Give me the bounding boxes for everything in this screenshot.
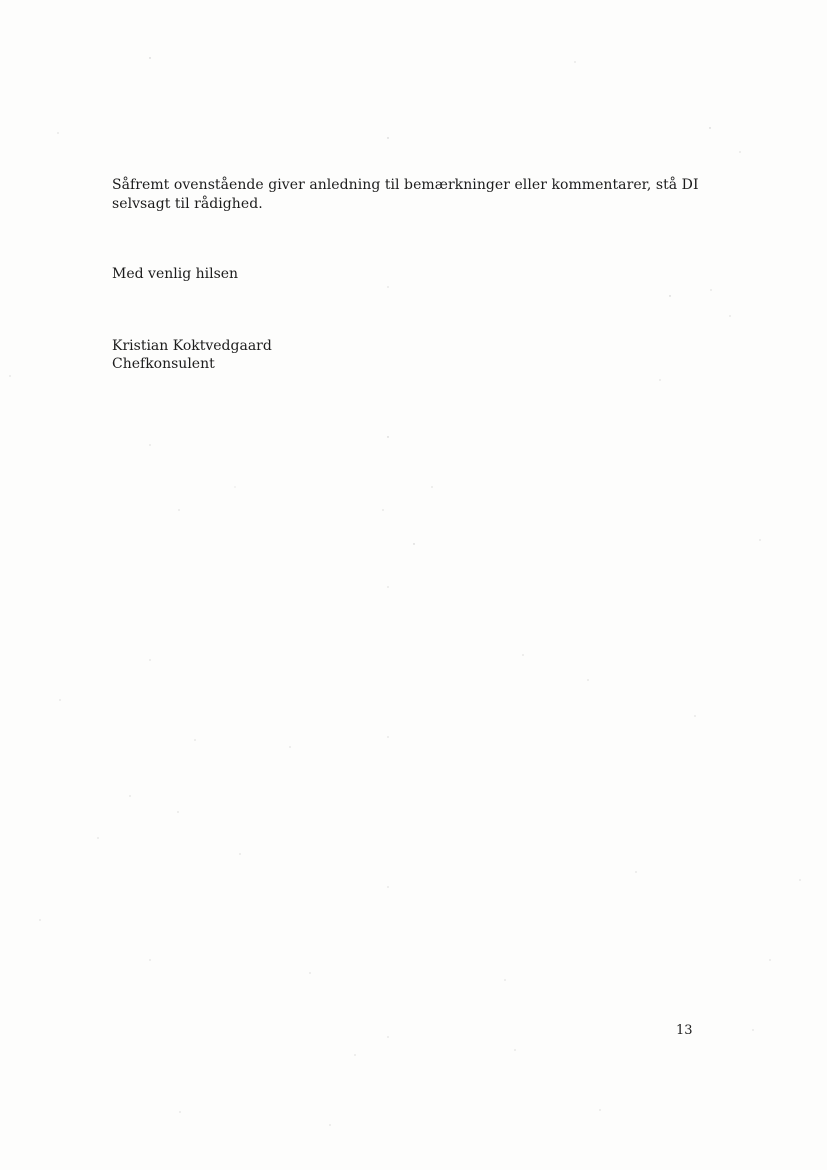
signer-name: Kristian Koktvedgaard (112, 338, 272, 354)
closing-salutation: Med venlig hilsen (112, 266, 239, 282)
page-number: 13 (676, 1023, 693, 1038)
signature-block (112, 337, 272, 373)
paragraph-line-1: Såfremt ovenstående giver anledning til bemærkninger eller kommentarer, stå DI (112, 177, 699, 193)
paragraph-line-2: selvsagt til rådighed. (112, 196, 263, 212)
signer-title: Chefkonsulent (112, 356, 215, 372)
body-paragraph (112, 176, 712, 214)
